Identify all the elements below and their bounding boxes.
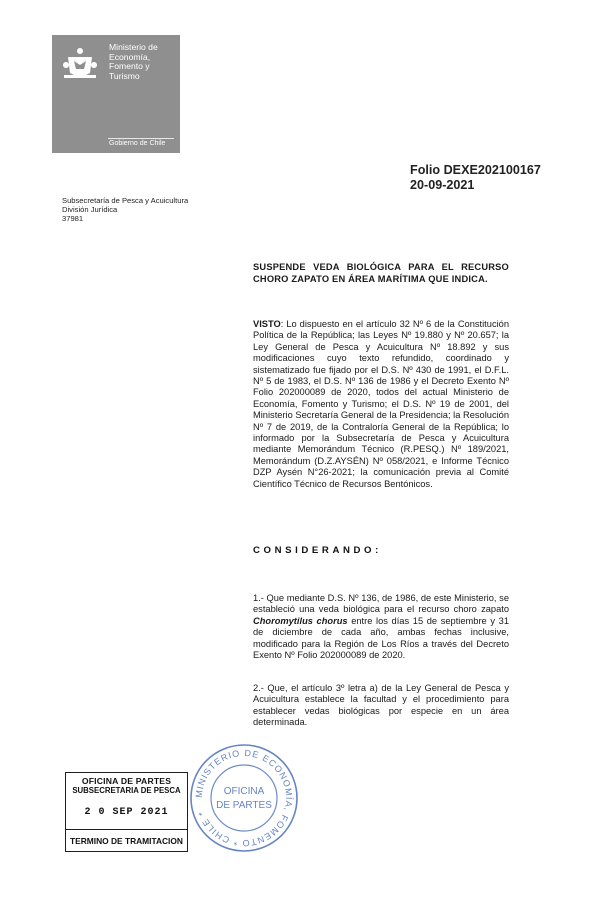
official-seal — [188, 742, 300, 854]
visto-label: VISTO — [253, 319, 281, 329]
p1-text-b: entre los días 15 de septiembre y 31 de diciembre de cada año, ambas fechas inclusive, modificado para la Región de Los Ríos a través del Decreto Exento Nº Folio 202000089 de 2020. — [253, 615, 509, 661]
document-title: SUSPENDE VEDA BIOLÓGICA PARA EL RECURSO CHORO ZAPATO EN ÁREA MARÍTIMA QUE INDICA. — [253, 262, 509, 284]
coat-of-arms-icon — [60, 43, 100, 83]
sender-line-3: 37981 — [62, 214, 84, 223]
considerando-2: 2.- Que, el artículo 3º letra a) de la Ley General de Pesca y Acuicultura establece la facultad y el procedimiento para establecer vedas biológicas por especie en un área determinada. — [253, 683, 509, 728]
office-stamp — [65, 772, 188, 852]
folio-date: 20-09-2021 — [410, 178, 475, 192]
folio-block — [410, 163, 541, 193]
seal-center-2: DE PARTES — [216, 800, 272, 811]
species-name: Choromytilus chorus — [253, 615, 348, 626]
considerando-1 — [253, 593, 509, 661]
sender-line-1: Subsecretaría de Pesca y Acuicultura — [62, 196, 189, 205]
seal-ring-text: MINISTERIO DE ECONOMÍA, FOMENTO * CHILE * — [193, 747, 295, 849]
sender-block — [62, 196, 188, 223]
stamp-divider — [66, 829, 187, 830]
stamp-termino: TERMINO DE TRAMITACION — [70, 836, 183, 846]
stamp-office: OFICINA DE PARTES — [81, 776, 172, 786]
logo-divider — [108, 138, 174, 139]
sender-line-2: División Jurídica — [62, 205, 118, 214]
seal-center-1: OFICINA — [223, 786, 265, 797]
ministry-logo — [52, 35, 180, 153]
considerando-heading: CONSIDERANDO: — [253, 545, 382, 556]
folio-number: Folio DEXE202100167 — [410, 163, 541, 177]
p1-text-a: 1.- Que mediante D.S. Nº 136, de 1986, de este Ministerio, se estableció una veda biológica para el recurso choro zapato — [253, 593, 509, 615]
visto-text: : Lo dispuesto en el artículo 32 Nº 6 de la Constitución Política de la República; las Leyes Nº 19.880 y Nº 20.657; la Ley General de Pesca y Acuicultura Nº 18.892 y sus modificaciones cuyo texto refundido, coordinado y sistematizado fue fijado por el D.S. Nº 430 de 1991, el D.F.L. Nº 5 de 1983, el D.S. Nº 136 de 1986 y el Decreto Exento Nº Folio 202000089 de 2020, todos del actual Ministerio de Economía, Fomento y Turismo; el D.S. Nº 19 de 2001, del Ministerio Secretaría General de la Presidencia; la Resolución Nº 7 de 2019, de la Contraloría General de la República; lo informado por la Subsecretaría de Pesca y Acuicultura mediante Memorándum Técnico (R.PESQ.) Nº 189/2021, Memorándum (D.Z.AYSÉN) Nº 058/2021, e Informe Técnico DZP Aysén N°26-2021; la comunicación previa al Comité Científico Técnico de Recursos Bentónicos. — [253, 319, 509, 489]
stamp-subsecretaria: SUBSECRETARIA DE PESCA — [72, 786, 181, 795]
ministry-name: Ministerio de Economía, Fomento y Turismo — [109, 42, 158, 81]
svg-text:MINISTERIO DE ECONOMÍA, FOMENT — [194, 748, 294, 848]
visto-paragraph — [253, 319, 509, 490]
government-label: Gobierno de Chile — [109, 140, 166, 147]
stamp-date: 2 0 SEP 2021 — [84, 807, 169, 818]
